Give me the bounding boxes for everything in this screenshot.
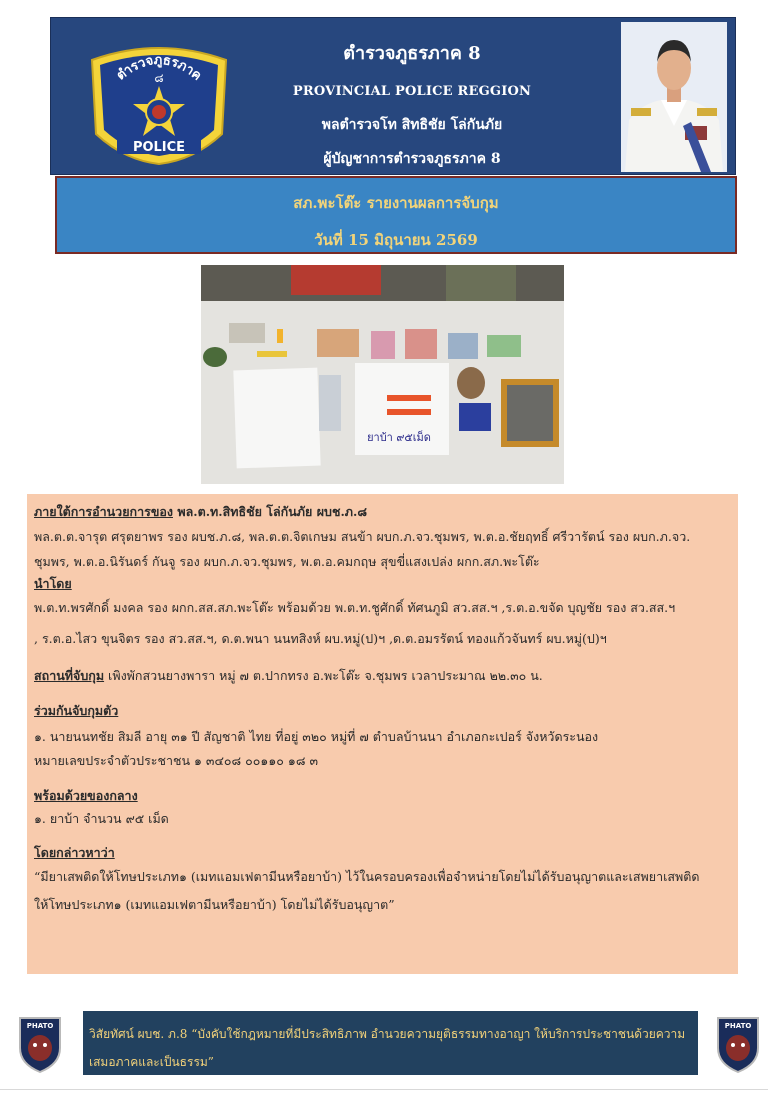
police-badge-logo [84,38,234,166]
charge-line-2: ให้โทษประเภท๑ (เมทแอมเฟตามีนหรือยาบ้า) โดยไม่ได้รับอนุญาต” [34,897,395,912]
badge-arc-text: ตำรวจภูธรภาค [114,52,205,84]
header-subtitle-en: PROVINCIAL POLICE REGGION [292,84,532,99]
badge-police-text: POLICE [132,140,186,155]
evidence-photo [201,265,564,484]
supervision-line-2: ชุมพร, พ.ต.อ.นิรันดร์ กันจู รอง ผบก.ภ.จว.ชุมพร, พ.ต.อ.คมกฤษ สุขขี่แสงเปล่ง ผกก.สภ.พะโต๊ะ [34,554,540,569]
report-banner [55,176,737,254]
vision-line-1: วิสัยทัศน์ ผบช. ภ.8 “บังคับใช้กฎหมายที่มีประสิทธิภาพ อำนวยความยุติธรรมทางอาญา ให้บริการประชาชนด้วยความ [89,1027,686,1041]
header-banner [50,17,736,175]
phato-shield-icon-right [715,1012,761,1074]
shield-text-left: PHATO [26,1022,54,1030]
portrait-illustration [621,22,727,172]
evidence-label: ยาบ้า ๙๕เม็ด [367,431,431,444]
vision-footer [83,1011,698,1075]
place-label: สถานที่จับกุม [34,668,105,683]
charge-label: โดยกล่าวหาว่า [34,845,115,860]
charge-line-1: “มียาเสพติดให้โทษประเภท๑ (เมทแอมเฟตามีนหรือยาบ้า) ไว้ในครอบครองเพื่อจำหน่ายโดยไม่ได้รับอนุญาตและเสพยาเสพติด [34,869,700,884]
place-text: เพิงพักสวนยางพารา หมู่ ๗ ต.ปากทรง อ.พะโต๊ะ จ.ชุมพร เวลาประมาณ ๒๒.๓๐ น. [104,668,543,683]
shield-text-right: PHATO [724,1022,752,1030]
report-title: สภ.พะโต๊ะ รายงานผลการจับกุม [293,194,499,212]
led-by-line-2: , ร.ต.อ.ไสว ขุนจิตร รอง สว.สส.ฯ, ด.ต.พนา นนทสิงห์ ผบ.หมู่(ป)ฯ ,ด.ต.อมรรัตน์ ทองแก้วจันทร์ ผบ.หมู่(ป)ฯ [34,631,607,646]
header-commander-name: พลตำรวจโท สิทธิชัย โล่กันภัย [321,117,503,133]
commander-portrait [621,22,727,172]
supervision-heading [34,506,367,519]
led-by-line-1: พ.ต.ท.พรศักดิ์ มงคล รอง ผกก.สส.สภ.พะโต๊ะ พร้อมด้วย พ.ต.ท.ชูศักดิ์ ทัศนภูมิ สว.สส.ฯ ,ร.ต.อ.ขจัด บุญชัย รอง สว.สส.ฯ [34,600,676,615]
arrest-line-1: ๑. นายนนทชัย สิมลี อายุ ๓๑ ปี สัญชาติ ไทย ที่อยู่ ๓๒๐ หมู่ที่ ๗ ตำบลบ้านนา อำเภอกะเปอร์ จังหวัดระนอง [34,729,599,744]
vision-line-2: เสมอภาคและเป็นธรรม” [89,1055,214,1069]
evidence-line-1: ๑. ยาบ้า จำนวน ๙๕ เม็ด [34,811,169,826]
supervision-line-1: พล.ต.ต.จารุต ศรุตยาพร รอง ผบช.ภ.๘, พล.ต.ต.จิตเกษม สนข้า ผบก.ภ.จว.ชุมพร, พ.ต.อ.ชัยฤทธิ์ ศรีวารัตน์ รอง ผบก.ภ.จว. [34,529,691,544]
evidence-photo-illustration [201,265,564,484]
arrest-label: ร่วมกันจับกุมตัว [34,703,119,718]
arrest-details [27,494,738,974]
supervision-label: ภายใต้การอำนวยการของ [34,504,173,519]
bottom-divider [0,1089,768,1090]
arrest-line-2: หมายเลขประจำตัวประชาชน ๑ ๓๔๐๘ ๐๐๑๑๐ ๑๘ ๓ [34,753,318,768]
supervision-head: พล.ต.ท.สิทธิชัย โล่กันภัย ผบช.ภ.๘ [172,504,368,519]
badge-number: ๘ [154,71,164,85]
phato-shield-icon-left [17,1012,63,1074]
arrest-place [34,670,543,683]
evidence-heading: พร้อมด้วยของกลาง [34,788,138,803]
header-commander-position: ผู้บัญชาการตำรวจภูธรภาค 8 [323,151,501,167]
report-date: วันที่ 15 มิถุนายน 2569 [314,231,478,249]
header-title: ตำรวจภูธรภาค 8 [343,43,481,64]
led-by-label: นำโดย [34,576,72,591]
